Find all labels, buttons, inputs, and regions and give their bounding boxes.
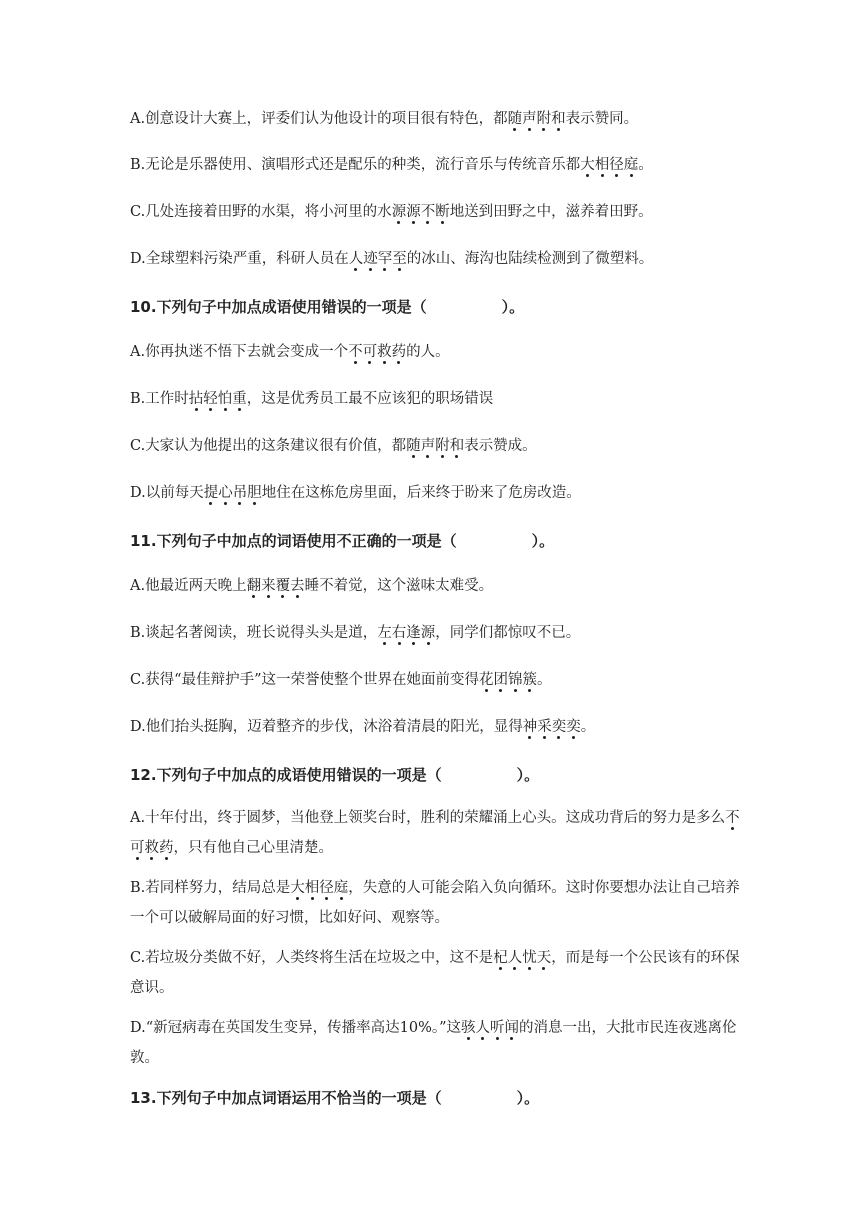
emphasized-term [290,880,348,896]
text-segment: B.若同样努力，结局总是 [130,880,291,896]
text-segment: A.创意设计大赛上，评委们认为他设计的项目很有特色，都 [130,111,508,127]
emphasis-dot-char: 救 [144,840,159,856]
emphasis-dot-char: 至 [392,251,407,267]
emphasis-dot-char: 迹 [363,251,378,267]
emphasis-dot-char: 随 [507,111,523,127]
answer-option [130,618,740,648]
emphasis-dot-char: 心 [218,485,233,501]
text-segment: D.以前每天 [130,485,204,501]
text-segment: 表示赞成。 [464,438,537,454]
emphasis-dot-char: 胆 [247,485,262,501]
emphasis-dot-char: 附 [536,111,552,127]
emphasis-dot-char: 不 [725,810,740,826]
emphasis-dot-char: 翻 [246,578,262,594]
text-segment: 13.下列句子中加点词语运用不恰当的一项是（ ）。 [130,1089,540,1107]
text-segment: ，同学们都惊叹不已。 [435,625,581,641]
emphasis-dot-char: 不 [420,204,436,220]
emphasis-dot-char: 去 [290,578,305,594]
text-segment: B.谈起名著阅读，班长说得头头是道， [130,625,378,641]
text-segment: C.获得“最佳辩护手”这一荣誉使整个世界在她面前变得 [130,672,480,688]
emphasis-dot-char: 庭 [333,880,349,896]
emphasis-dot-char: 来 [261,578,276,594]
emphasis-dot-char: 可 [362,344,378,360]
emphasis-dot-char: 骇 [461,1020,476,1036]
answer-option [130,150,740,180]
text-segment: 地送到田野之中，滋养着田野。 [449,204,653,220]
emphasis-dot-char: 左 [377,625,392,641]
answer-option [130,384,740,414]
emphasized-term [348,344,406,360]
emphasis-dot-char: 大 [290,880,305,896]
emphasis-dot-char: 和 [551,111,566,127]
text-segment: ，这是优秀员工最不应该犯的职场错误 [246,391,494,407]
emphasis-dot-char: 相 [304,880,320,896]
text-segment: D.“新冠病毒在英国发生变异，传播率高达10%。”这 [130,1020,462,1036]
emphasis-dot-char: 附 [435,438,450,454]
emphasis-dot-char: 人 [348,251,364,267]
emphasis-dot-char: 径 [319,880,334,896]
emphasis-dot-char: 覆 [275,578,291,594]
emphasis-dot-char: 锦 [508,672,523,688]
emphasis-dot-char: 药 [159,840,174,856]
emphasized-term [493,950,551,966]
emphasis-dot-char: 人 [475,1020,491,1036]
answer-option [130,431,740,461]
text-segment: 11.下列句子中加点的词语使用不正确的一项是（ ）。 [130,532,555,550]
answer-option [130,337,740,367]
emphasized-term [377,625,435,641]
emphasis-dot-char: 源 [391,204,407,220]
text-segment: 表示赞同。 [565,111,639,127]
text-segment: A.你再执迷不悟下去就会变成一个 [130,344,349,360]
emphasis-dot-char: 提 [203,485,219,501]
emphasis-dot-char: 轻 [203,391,218,407]
question-heading [130,1087,740,1108]
text-segment: 。 [537,672,552,688]
emphasis-dot-char: 庭 [623,157,639,173]
question-heading [130,296,740,317]
emphasis-dot-char: 人 [507,950,523,966]
emphasis-dot-char: 罕 [377,251,393,267]
text-segment: ，只有他自己心里清楚。 [173,840,333,856]
emphasis-dot-char: 相 [594,157,610,173]
text-segment: D.他们抬头挺胸，迈着整齐的步伐，沐浴着清晨的阳光，显得 [130,719,523,735]
emphasized-term [523,719,581,735]
emphasis-dot-char: 奕 [551,719,567,735]
text-segment: ，而是每一个公民该有的环保意识。 [130,950,740,996]
emphasis-dot-char: 右 [391,625,407,641]
answer-option [130,244,740,274]
text-segment: 12.下列句子中加点的成语使用错误的一项是（ ）。 [130,766,540,784]
emphasized-term [580,157,638,173]
emphasized-term [247,578,305,594]
text-segment: 10.下列句子中加点成语使用错误的一项是（ ）。 [130,298,525,316]
emphasis-dot-char: 忧 [522,950,537,966]
emphasized-term [461,1020,519,1036]
text-segment: 的冰山、海沟也陆续检测到了微塑料。 [406,251,654,267]
text-segment: 睡不着觉，这个滋味太难受。 [304,578,494,594]
emphasized-term [189,391,247,407]
answer-option [130,803,740,863]
emphasized-term [508,111,566,127]
emphasis-dot-char: 听 [490,1020,505,1036]
answer-option [130,943,740,1003]
text-segment: 地住在这栋危房里面，后来终于盼来了危房改造。 [261,485,581,501]
emphasis-dot-char: 声 [420,438,436,454]
emphasized-term [204,485,262,501]
answer-option [130,665,740,695]
emphasis-dot-char: 天 [536,950,552,966]
emphasis-dot-char: 不 [348,344,363,360]
emphasis-dot-char: 神 [522,719,538,735]
text-segment: C.若垃圾分类做不好，人类终将生活在垃圾之中，这不是 [130,950,494,966]
answer-option [130,197,740,227]
text-segment: 。 [580,719,596,735]
emphasis-dot-char: 源 [406,204,421,220]
answer-option [130,571,740,601]
emphasis-dot-char: 簇 [522,672,538,688]
emphasized-term [479,672,537,688]
emphasized-term [349,251,407,267]
emphasis-dot-char: 断 [435,204,450,220]
question-heading [130,764,740,785]
question-heading [130,530,740,551]
emphasis-dot-char: 杞 [493,950,508,966]
emphasized-term [392,204,450,220]
emphasis-dot-char: 可 [130,840,145,856]
text-segment: D.全球塑料污染严重，科研人员在 [130,251,349,267]
emphasis-dot-char: 逢 [406,625,421,641]
text-segment: 的消息一出，大批市民连夜逃离伦敦。 [130,1020,737,1066]
emphasis-dot-char: 径 [609,157,624,173]
answer-option [130,104,740,134]
emphasis-dot-char: 救 [377,344,392,360]
emphasis-dot-char: 吊 [232,485,248,501]
emphasis-dot-char: 大 [580,157,595,173]
emphasis-dot-char: 奕 [566,719,581,735]
answer-option [130,1013,740,1073]
text-segment: ，失意的人可能会陷入负向循环。这时你要想办法让自己培养一个可以破解局面的好习惯，比如好问、观察等。 [130,880,740,926]
answer-option [130,712,740,742]
text-segment: B.无论是乐器使用、演唱形式还是配乐的种类，流行音乐与传统音乐都 [130,157,581,173]
emphasis-dot-char: 拈 [188,391,204,407]
emphasized-term [406,438,464,454]
text-segment: 的人。 [406,344,450,360]
emphasis-dot-char: 源 [420,625,436,641]
text-segment: 。 [638,157,653,173]
emphasis-dot-char: 怕 [217,391,233,407]
answer-option [130,478,740,508]
text-segment: C.大家认为他提出的这条建议很有价值，都 [130,438,407,454]
answer-option [130,873,740,933]
emphasis-dot-char: 重 [232,391,247,407]
emphasis-dot-char: 声 [522,111,537,127]
emphasis-dot-char: 团 [493,672,509,688]
emphasis-dot-char: 采 [537,719,552,735]
emphasis-dot-char: 闻 [504,1020,520,1036]
emphasis-dot-char: 药 [391,344,407,360]
emphasis-dot-char: 和 [449,438,465,454]
text-segment: B.工作时 [130,391,189,407]
text-segment: A.十年付出，终于圆梦，当他登上领奖台时，胜利的荣耀涌上心头。这成功背后的努力是多么 [130,810,726,826]
text-segment: A.他最近两天晚上 [130,578,247,594]
emphasis-dot-char: 花 [479,672,494,688]
emphasis-dot-char: 随 [406,438,421,454]
text-segment: C.几处连接着田野的水渠，将小河里的水 [130,204,392,220]
